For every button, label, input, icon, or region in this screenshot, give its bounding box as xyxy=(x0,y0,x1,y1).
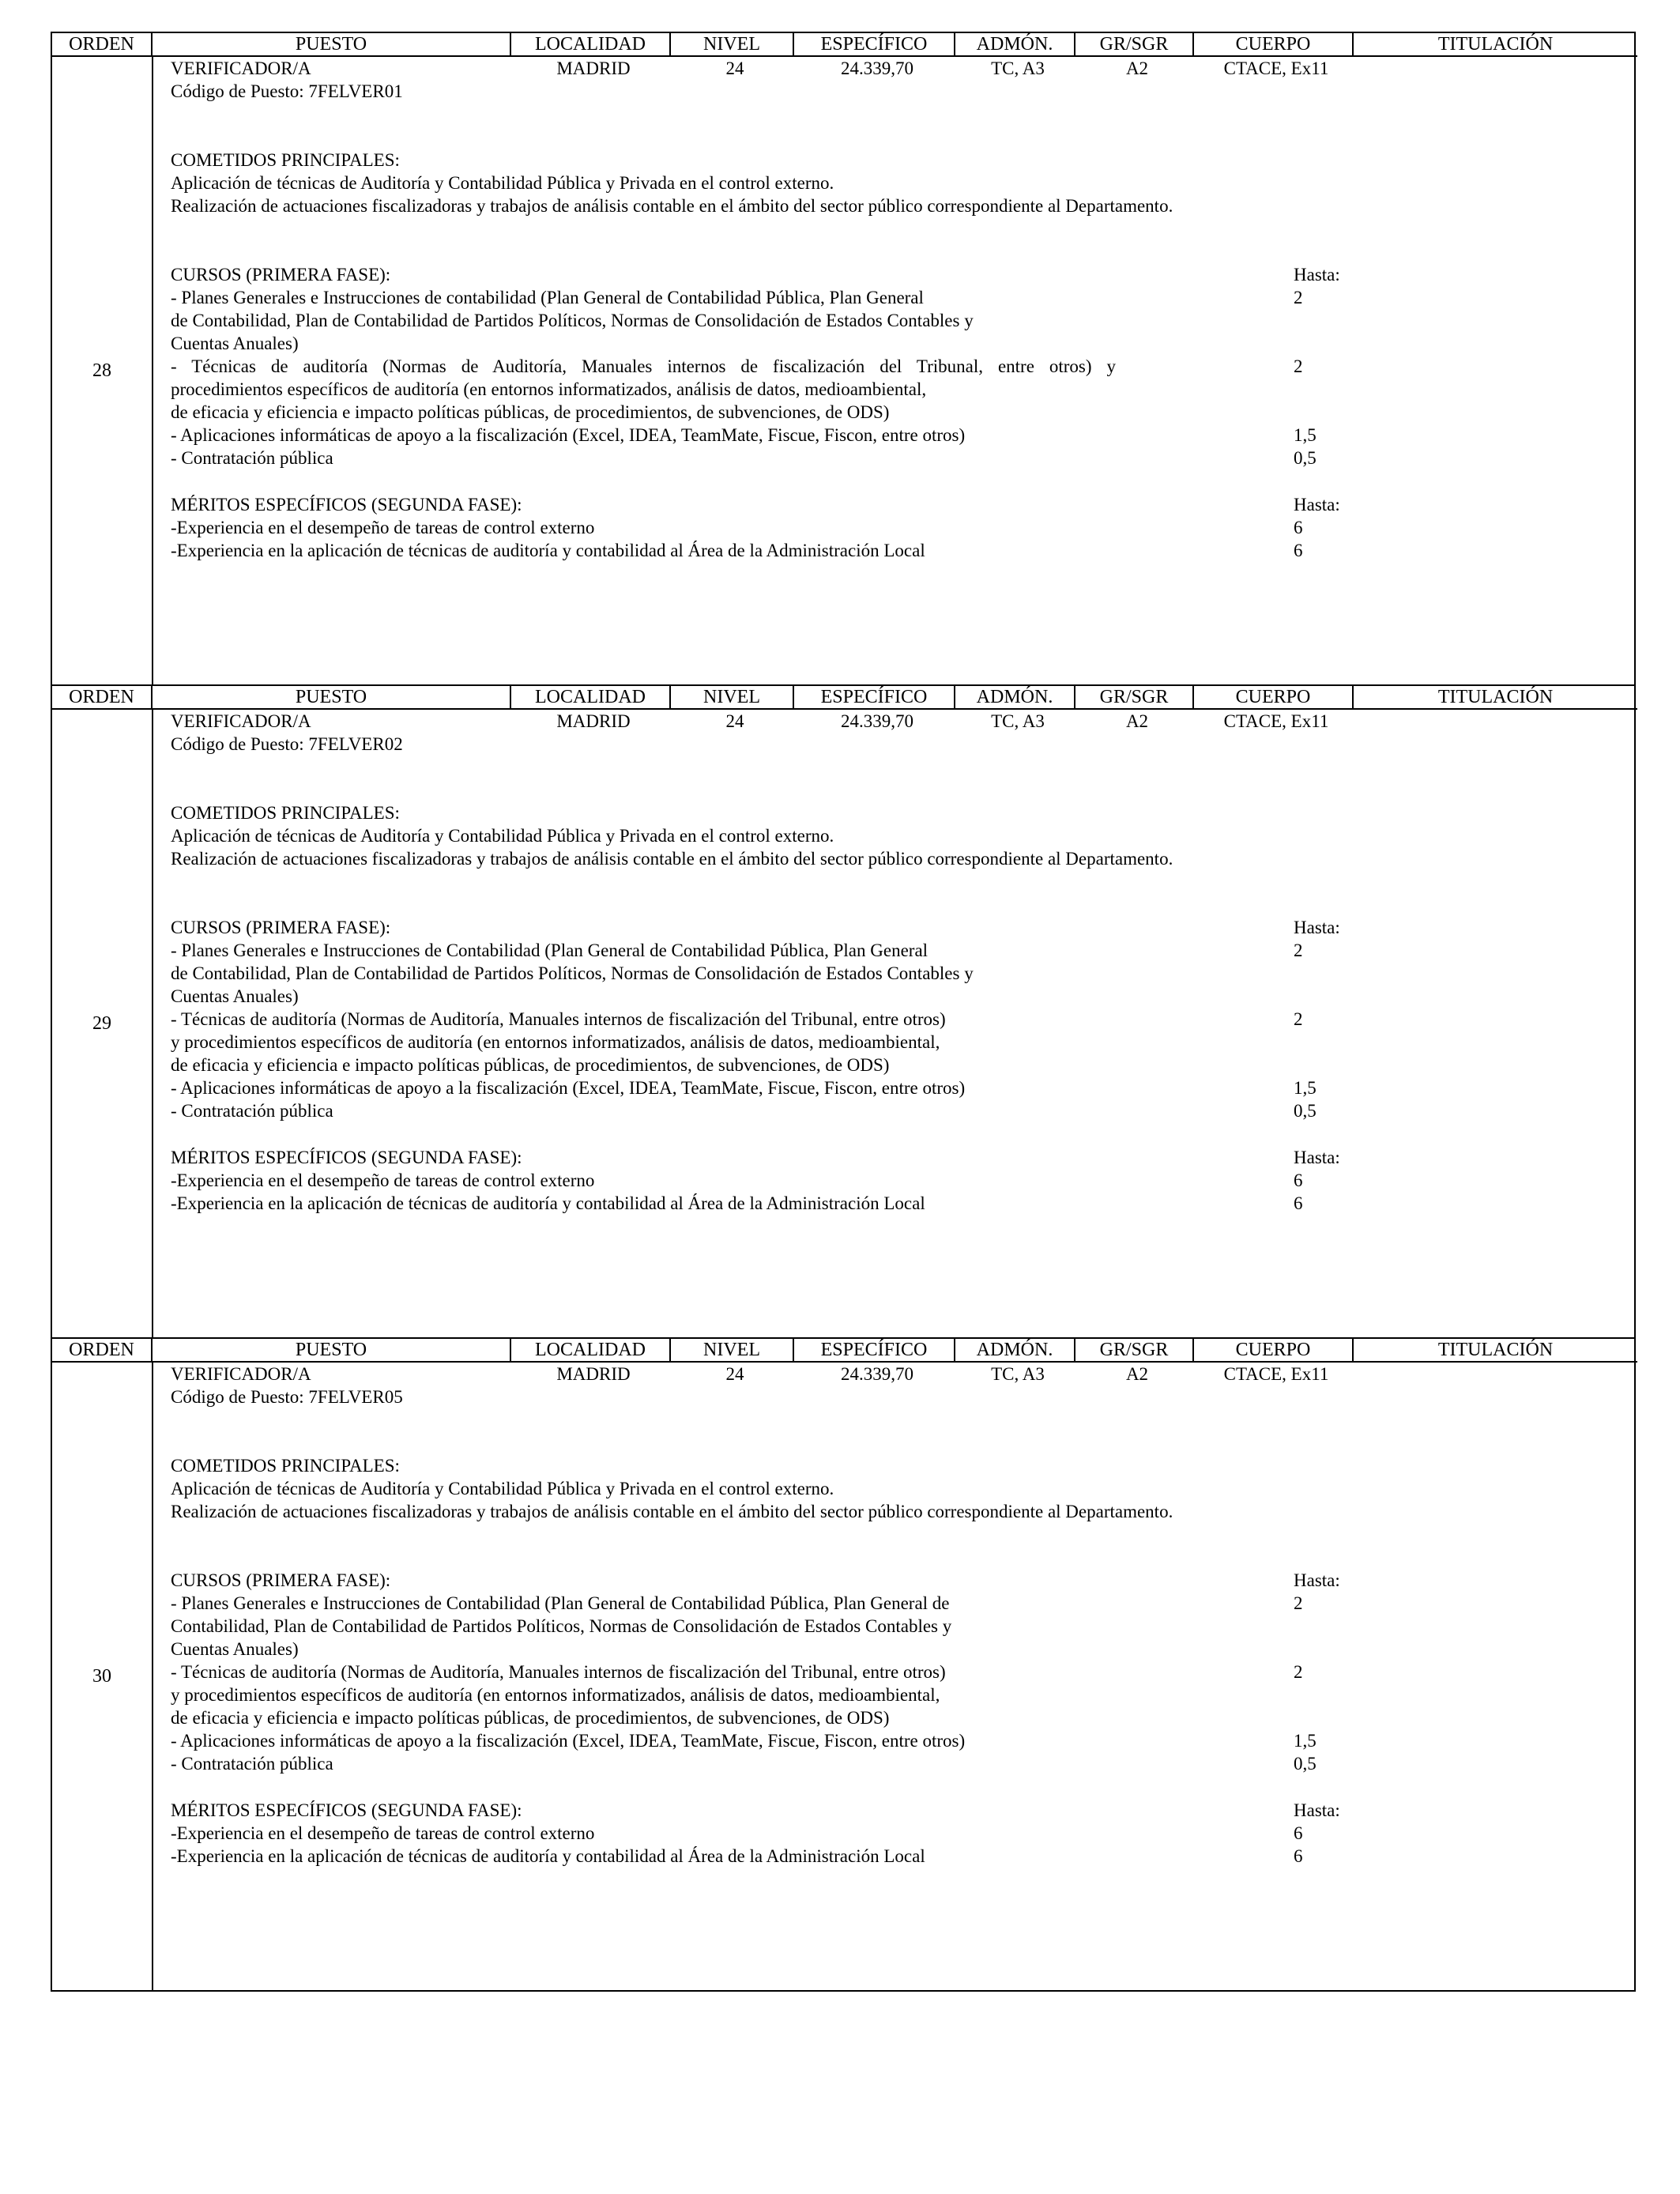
header-orden: ORDEN xyxy=(52,1339,152,1362)
cometido-item: Realización de actuaciones fiscalizadoras y trabajos de análisis contable en el ámbito del sector público correspondiente al Departamento. xyxy=(171,196,1173,216)
meritos-section xyxy=(171,1146,1634,1215)
merito-line xyxy=(171,1822,1634,1845)
curso-text: - Contratación pública xyxy=(171,1101,333,1121)
merito-text: -Experiencia en la aplicación de técnicas de auditoría y contabilidad al Área de la Administración Local xyxy=(171,541,925,560)
cuerpo-value: CTACE, Ex11 xyxy=(1223,58,1329,78)
curso-line xyxy=(171,1752,1634,1775)
curso-line xyxy=(171,378,1634,401)
curso-line xyxy=(171,1099,1634,1122)
meritos-header-row xyxy=(171,1799,1634,1822)
nivel-value: 24 xyxy=(725,58,744,78)
curso-text: de eficacia y eficiencia e impacto políticas públicas, de procedimientos, de subvenciones, de ODS) xyxy=(171,402,890,422)
merito-line xyxy=(171,1192,1634,1215)
cometido-item: Aplicación de técnicas de Auditoría y Contabilidad Pública y Privada en el control externo. xyxy=(171,173,834,193)
curso-text: - Planes Generales e Instrucciones de contabilidad (Plan General de Contabilidad Pública, Plan General xyxy=(171,288,924,307)
curso-line xyxy=(171,1076,1634,1099)
header-localidad: LOCALIDAD xyxy=(510,686,670,709)
header-cuerpo: CUERPO xyxy=(1193,686,1353,709)
cuerpo-value: CTACE, Ex11 xyxy=(1223,1364,1329,1384)
curso-text: de Contabilidad, Plan de Contabilidad de Partidos Políticos, Normas de Consolidación de Estados Contables y xyxy=(171,963,974,983)
curso-text: - Aplicaciones informáticas de apoyo a la fiscalización (Excel, IDEA, TeamMate, Fiscue, Fiscon, entre otros) xyxy=(171,425,966,445)
especifico-value: 24.339,70 xyxy=(841,711,913,731)
curso-points: 0,5 xyxy=(1294,1101,1317,1121)
cursos-header-row xyxy=(171,263,1634,286)
especifico-value: 24.339,70 xyxy=(841,1364,913,1384)
header-nivel: NIVEL xyxy=(670,33,793,56)
cursos-section xyxy=(171,1569,1634,1775)
curso-text: - Contratación pública xyxy=(171,1754,333,1774)
positions-table xyxy=(51,32,1636,1992)
merito-text: -Experiencia en el desempeño de tareas de control externo xyxy=(171,1171,595,1190)
curso-text: Cuentas Anuales) xyxy=(171,1639,299,1659)
header-localidad: LOCALIDAD xyxy=(510,33,670,56)
cursos-hasta-label: Hasta: xyxy=(1294,265,1340,285)
curso-line xyxy=(171,401,1634,424)
localidad-value: MADRID xyxy=(556,711,631,731)
header-grupo: GR/SGR xyxy=(1075,1339,1193,1362)
grupo-value: A2 xyxy=(1125,1364,1149,1384)
curso-line xyxy=(171,424,1634,447)
cometido-item: Realización de actuaciones fiscalizadoras y trabajos de análisis contable en el ámbito del sector público correspondiente al Departamento. xyxy=(171,1502,1173,1521)
curso-text: - Técnicas de auditoría (Normas de Auditoría, Manuales internos de fiscalización del Tribunal, entre otros) xyxy=(171,1662,946,1682)
job-code: Código de Puesto: 7FELVER02 xyxy=(171,734,403,754)
header-especifico: ESPECÍFICO xyxy=(793,33,955,56)
admon-value: TC, A3 xyxy=(991,1364,1045,1384)
merito-text: -Experiencia en el desempeño de tareas de control externo xyxy=(171,1823,595,1843)
curso-points: 2 xyxy=(1294,1593,1303,1613)
curso-text: - Planes Generales e Instrucciones de Contabilidad (Plan General de Contabilidad Pública, Plan General xyxy=(171,941,929,960)
merito-text: -Experiencia en la aplicación de técnicas de auditoría y contabilidad al Área de la Administración Local xyxy=(171,1846,925,1866)
header-especifico: ESPECÍFICO xyxy=(793,1339,955,1362)
position-body xyxy=(52,1363,1634,1990)
nivel-value: 24 xyxy=(725,1364,744,1384)
merito-line xyxy=(171,516,1634,539)
cuerpo-value: CTACE, Ex11 xyxy=(1223,711,1329,731)
orden-number: 29 xyxy=(52,710,153,1337)
curso-points: 1,5 xyxy=(1294,1078,1317,1098)
curso-points: 1,5 xyxy=(1294,1731,1317,1751)
header-titulacion: TITULACIÓN xyxy=(1353,1339,1637,1362)
header-nivel: NIVEL xyxy=(670,1339,793,1362)
merito-points: 6 xyxy=(1294,518,1303,537)
cometidos-section xyxy=(171,801,1634,870)
header-especifico: ESPECÍFICO xyxy=(793,686,955,709)
header-localidad: LOCALIDAD xyxy=(510,1339,670,1362)
curso-points: 2 xyxy=(1294,941,1303,960)
localidad-value: MADRID xyxy=(556,1364,631,1384)
header-admon: ADMÓN. xyxy=(955,1339,1075,1362)
merito-points: 6 xyxy=(1294,1171,1303,1190)
merito-points: 6 xyxy=(1294,1193,1303,1213)
curso-points: 2 xyxy=(1294,1009,1303,1029)
curso-line xyxy=(171,1661,1634,1683)
merito-line xyxy=(171,1845,1634,1868)
curso-text: Cuentas Anuales) xyxy=(171,986,299,1006)
position-block xyxy=(51,32,1636,686)
merito-text: -Experiencia en el desempeño de tareas de control externo xyxy=(171,518,595,537)
cometidos-section xyxy=(171,1454,1634,1523)
curso-text: y procedimientos específicos de auditoría (en entornos informatizados, análisis de datos, medioambiental, xyxy=(171,1685,940,1705)
header-cuerpo: CUERPO xyxy=(1193,33,1353,56)
curso-line xyxy=(171,1054,1634,1076)
cometido-item: Realización de actuaciones fiscalizadoras y trabajos de análisis contable en el ámbito del sector público correspondiente al Departamento. xyxy=(171,849,1173,869)
curso-line xyxy=(171,1683,1634,1706)
orden-number: 28 xyxy=(52,57,153,684)
curso-text: y procedimientos específicos de auditoría (en entornos informatizados, análisis de datos, medioambiental, xyxy=(171,1032,940,1052)
header-puesto: PUESTO xyxy=(152,686,510,709)
curso-points: 1,5 xyxy=(1294,425,1317,445)
cometidos-title: COMETIDOS PRINCIPALES: xyxy=(171,150,400,170)
grupo-value: A2 xyxy=(1125,58,1149,78)
curso-text: de Contabilidad, Plan de Contabilidad de Partidos Políticos, Normas de Consolidación de Estados Contables y xyxy=(171,311,974,330)
meritos-section xyxy=(171,1799,1634,1868)
curso-line xyxy=(171,286,1634,309)
header-row xyxy=(52,686,1637,710)
position-content xyxy=(153,710,1634,1337)
merito-points: 6 xyxy=(1294,1846,1303,1866)
curso-text: - Planes Generales e Instrucciones de Contabilidad (Plan General de Contabilidad Pública, Plan General de xyxy=(171,1593,950,1613)
curso-text: - Técnicas de auditoría (Normas de Auditoría, Manuales internos de fiscalización del Tribunal, entre otros) xyxy=(171,1009,946,1029)
meritos-title: MÉRITOS ESPECÍFICOS (SEGUNDA FASE): xyxy=(171,495,522,515)
header-grupo: GR/SGR xyxy=(1075,33,1193,56)
curso-line xyxy=(171,1592,1634,1615)
position-block xyxy=(51,1339,1636,1992)
job-code: Código de Puesto: 7FELVER01 xyxy=(171,81,403,101)
curso-text: de eficacia y eficiencia e impacto políticas públicas, de procedimientos, de subvenciones, de ODS) xyxy=(171,1708,890,1728)
curso-points: 2 xyxy=(1294,1662,1303,1682)
admon-value: TC, A3 xyxy=(991,58,1045,78)
meritos-title: MÉRITOS ESPECÍFICOS (SEGUNDA FASE): xyxy=(171,1148,522,1167)
merito-points: 6 xyxy=(1294,1823,1303,1843)
meritos-hasta-label: Hasta: xyxy=(1294,1148,1340,1167)
curso-text: - Aplicaciones informáticas de apoyo a la fiscalización (Excel, IDEA, TeamMate, Fiscue, Fiscon, entre otros) xyxy=(171,1078,966,1098)
curso-text: Contabilidad, Plan de Contabilidad de Partidos Políticos, Normas de Consolidación de Estados Contables y xyxy=(171,1616,952,1636)
meritos-section xyxy=(171,493,1634,562)
cometido-item: Aplicación de técnicas de Auditoría y Contabilidad Pública y Privada en el control externo. xyxy=(171,826,834,846)
header-puesto: PUESTO xyxy=(152,33,510,56)
cometidos-title: COMETIDOS PRINCIPALES: xyxy=(171,1456,400,1476)
header-orden: ORDEN xyxy=(52,686,152,709)
header-orden: ORDEN xyxy=(52,33,152,56)
merito-text: -Experiencia en la aplicación de técnicas de auditoría y contabilidad al Área de la Administración Local xyxy=(171,1193,925,1213)
curso-line xyxy=(171,1729,1634,1752)
header-row xyxy=(52,1339,1637,1363)
cursos-section xyxy=(171,263,1634,469)
admon-value: TC, A3 xyxy=(991,711,1045,731)
job-title: VERIFICADOR/A xyxy=(171,711,311,731)
curso-line xyxy=(171,1008,1634,1031)
curso-line xyxy=(171,939,1634,962)
curso-line xyxy=(171,355,1634,378)
position-block xyxy=(51,686,1636,1339)
meritos-header-row xyxy=(171,493,1634,516)
curso-line xyxy=(171,962,1634,985)
grupo-value: A2 xyxy=(1125,711,1149,731)
curso-points: 2 xyxy=(1294,288,1303,307)
merito-points: 6 xyxy=(1294,541,1303,560)
curso-text: - Contratación pública xyxy=(171,448,333,468)
curso-text: de eficacia y eficiencia e impacto políticas públicas, de procedimientos, de subvenciones, de ODS) xyxy=(171,1055,890,1075)
header-nivel: NIVEL xyxy=(670,686,793,709)
meritos-title: MÉRITOS ESPECÍFICOS (SEGUNDA FASE): xyxy=(171,1800,522,1820)
curso-text: - Aplicaciones informáticas de apoyo a la fiscalización (Excel, IDEA, TeamMate, Fiscue, Fiscon, entre otros) xyxy=(171,1731,966,1751)
header-puesto: PUESTO xyxy=(152,1339,510,1362)
cursos-hasta-label: Hasta: xyxy=(1294,918,1340,937)
nivel-value: 24 xyxy=(725,711,744,731)
position-body xyxy=(52,57,1634,684)
job-code: Código de Puesto: 7FELVER05 xyxy=(171,1387,403,1407)
cursos-header-row xyxy=(171,916,1634,939)
header-admon: ADMÓN. xyxy=(955,33,1075,56)
cursos-title: CURSOS (PRIMERA FASE): xyxy=(171,918,391,937)
job-title: VERIFICADOR/A xyxy=(171,58,311,78)
merito-line xyxy=(171,539,1634,562)
curso-points: 0,5 xyxy=(1294,448,1317,468)
curso-points: 0,5 xyxy=(1294,1754,1317,1774)
header-cuerpo: CUERPO xyxy=(1193,1339,1353,1362)
curso-line xyxy=(171,309,1634,332)
cursos-hasta-label: Hasta: xyxy=(1294,1570,1340,1590)
localidad-value: MADRID xyxy=(556,58,631,78)
curso-text: procedimientos específicos de auditoría (en entornos informatizados, análisis de datos, medioambiental, xyxy=(171,379,927,399)
header-titulacion: TITULACIÓN xyxy=(1353,33,1637,56)
especifico-value: 24.339,70 xyxy=(841,58,913,78)
curso-text: Cuentas Anuales) xyxy=(171,334,299,353)
curso-line xyxy=(171,985,1634,1008)
meritos-header-row xyxy=(171,1146,1634,1169)
cometido-item: Aplicación de técnicas de Auditoría y Contabilidad Pública y Privada en el control externo. xyxy=(171,1479,834,1498)
cometidos-section xyxy=(171,149,1634,217)
curso-line xyxy=(171,1031,1634,1054)
cursos-header-row xyxy=(171,1569,1634,1592)
meritos-hasta-label: Hasta: xyxy=(1294,1800,1340,1820)
curso-points: 2 xyxy=(1294,356,1303,376)
header-row xyxy=(52,33,1637,57)
position-content xyxy=(153,1363,1634,1990)
curso-line xyxy=(171,1615,1634,1638)
orden-number: 30 xyxy=(52,1363,153,1990)
header-grupo: GR/SGR xyxy=(1075,686,1193,709)
cursos-title: CURSOS (PRIMERA FASE): xyxy=(171,1570,391,1590)
position-body xyxy=(52,710,1634,1337)
cometidos-title: COMETIDOS PRINCIPALES: xyxy=(171,803,400,823)
job-title: VERIFICADOR/A xyxy=(171,1364,311,1384)
curso-line xyxy=(171,332,1634,355)
curso-line xyxy=(171,1638,1634,1661)
cursos-section xyxy=(171,916,1634,1122)
meritos-hasta-label: Hasta: xyxy=(1294,495,1340,515)
position-content xyxy=(153,57,1634,684)
curso-line xyxy=(171,447,1634,469)
cursos-title: CURSOS (PRIMERA FASE): xyxy=(171,265,391,285)
curso-line xyxy=(171,1706,1634,1729)
header-titulacion: TITULACIÓN xyxy=(1353,686,1637,709)
header-admon: ADMÓN. xyxy=(955,686,1075,709)
merito-line xyxy=(171,1169,1634,1192)
curso-text: - Técnicas de auditoría (Normas de Auditoría, Manuales internos de fiscalización del Tribunal, entre otros) y xyxy=(171,356,1116,376)
